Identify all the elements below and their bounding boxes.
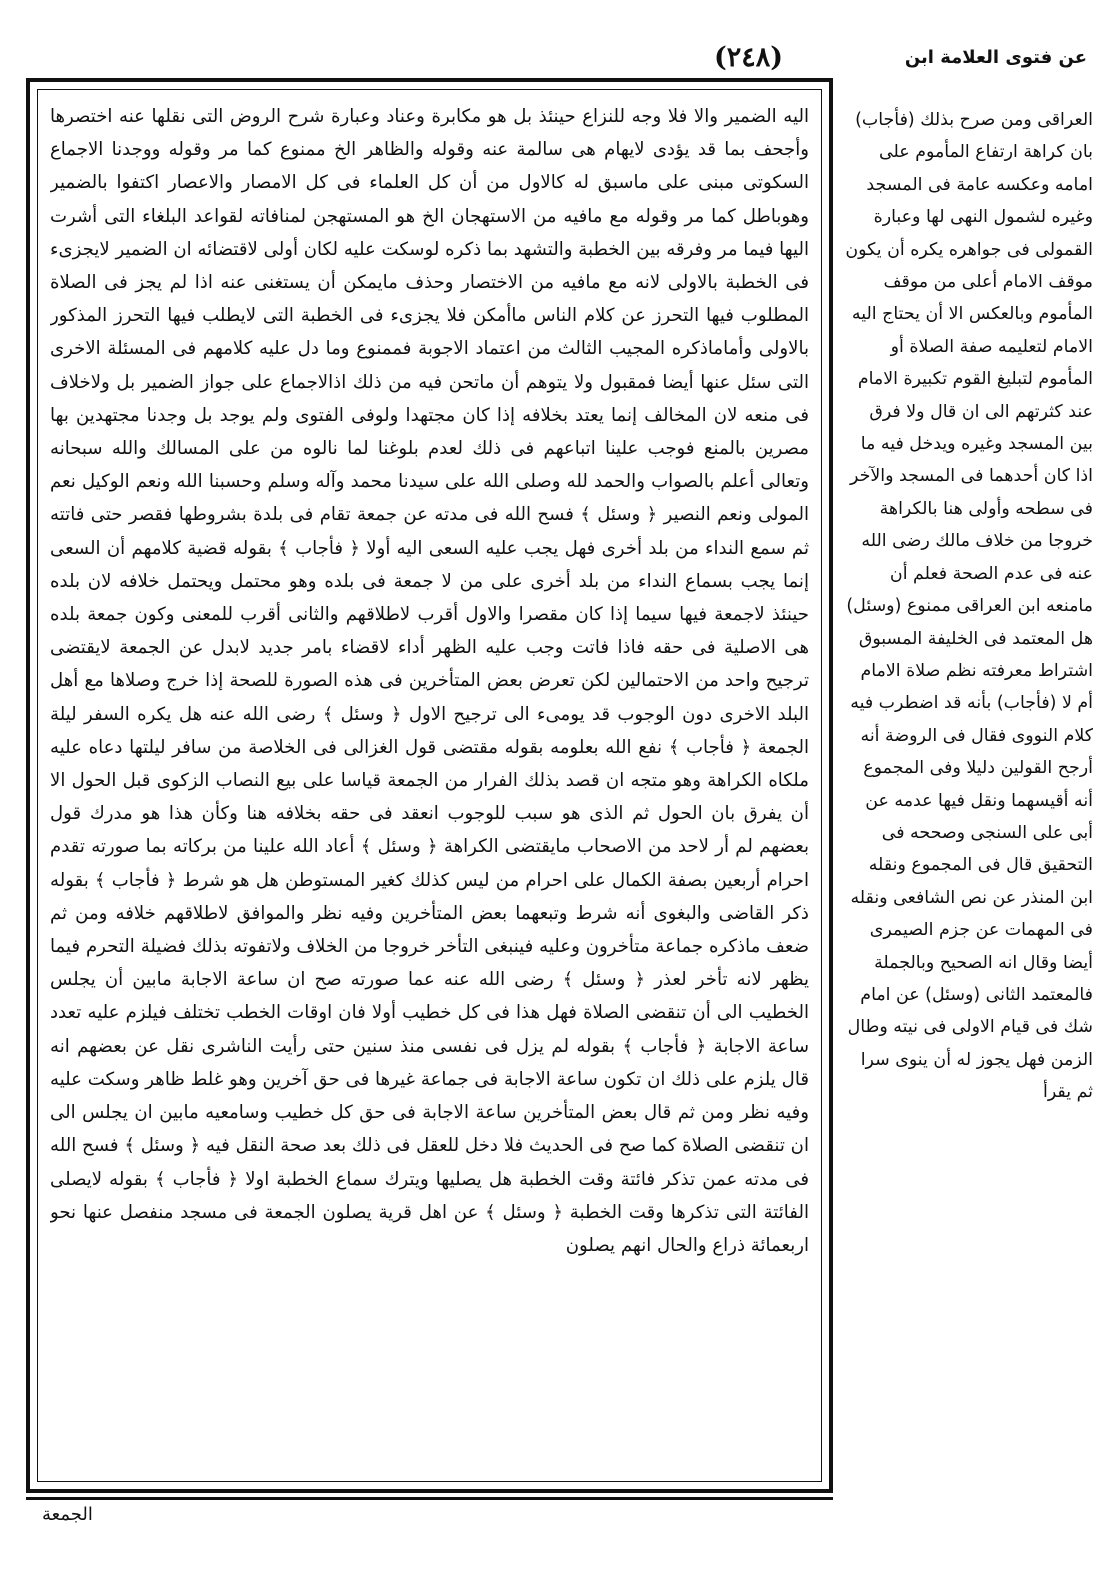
catchword: الجمعة: [42, 1504, 93, 1525]
main-frame: [26, 78, 833, 1493]
main-text-paragraph: اليه الضمير والا فلا وجه للنزاع حينئذ بل هو مكابرة وعناد وعبارة شرح الروض التى نقلها عنه اختصرها وأجحف بما قد يؤدى لايهام هى سالمة عنه وقوله والظاهر الخ ممنوع كما مر وقوله ووجدنا الاجماع السكوتى مبنى على ماسبق له كالاول من أن كل العلماء فى كل الامصار والاعصار اكتفوا بالضمير وهوباطل كما مر وقوله مع مافيه من الاستهجان الخ هو المستهجن لمنافاته لقواعد البلغاء التى أشرت اليها فيما مر وفرقه بين الخطبة والتشهد بما ذكره لوسكت عليه لكان أولى لاقتضائه ان الضمير لايجزىء فى الخطبة بالاولى لانه مع مافيه من الاختصار وحذف مايمكن أن يستغنى عنه اذا لم يجز فى الصلاة المطلوب فيها التحرز عن كلام الناس ماأمكن فلا يجزىء فى الخطبة التى لايطلب فيها التحرز المذكور بالاولى وأماماذكره المجيب الثالث من اعتماد الاجوبة فممنوع وما دل عليه كلامهم فى المسئلة الاخرى التى سئل عنها أيضا فمقبول ولا يتوهم أن ماتحن فيه من ذلك اذالاجماع على جواز الضمير بل ولاخلاف فى منعه لان المخالف إنما يعتد بخلافه إذا كان مجتهدا ولوفى الفتوى ولم يوجد بل وجدنا مجتهدين بها مصرين بالمنع فوجب علينا اتباعهم فى ذلك لعدم بلوغنا لما نالوه من على المسالك والله سبحانه وتعالى أعلم بالصواب والحمد لله وصلى الله على سيدنا محمد وآله وسلم وحسبنا الله ونعم الوكيل نعم المولى ونعم النصير ﴿ وسئل ﴾ فسح الله فى مدته عن جمعة تقام فى بلدة بشروطها فقصر حتى فاتته ثم سمع النداء من بلد أخرى فهل يجب عليه السعى اليه أولا ﴿ فأجاب ﴾ بقوله قضية كلامهم أن السعى إنما يجب بسماع النداء من بلد أخرى على من لا جمعة فى بلده وهو محتمل ويحتمل خلافه لان بلده حينئذ لاجمعة فيها سيما إذا كان مقصرا والاول أقرب لاطلاقهم والثانى أقرب للمعنى وكون جمعة بلده هى الاصلية فى حقه فاذا فاتت وجب عليه الظهر أداء لاقضاء بامر جديد لابدل عن الجمعة لايقتضى ترجيح واحد من الاحتمالين لكن تعرض بعض المتأخرين فى هذه الصورة للصحة إذا خرج وصلاها مع أهل البلد الاخرى دون الوجوب قد يومىء الى ترجيح الاول ﴿ وسئل ﴾ رضى الله عنه هل يكره السفر ليلة الجمعة ﴿ فأجاب ﴾ نفع الله بعلومه بقوله مقتضى قول الغزالى فى الخلاصة من سافر ليلتها دعاه عليه ملكاه الكراهة وهو متجه ان قصد بذلك الفرار من الجمعة قياسا على بيع النصاب الزكوى قبل الحول الا أن يفرق بان الحول ثم الذى هو سبب للوجوب انعقد فى حقه بخلافه هنا وكأن هذا هو مدرك قول بعضهم لم أر لاحد من الاصحاب مايقتضى الكراهة ﴿ وسئل ﴾ أعاد الله علينا من بركاته بما صورته تقدم احرام أربعين بصفة الكمال على احرام من ليس كذلك كغير المستوطن هل هو شرط ﴿ فأجاب ﴾ بقوله ذكر القاضى والبغوى أنه شرط وتبعهما بعض المتأخرين وفيه نظر والموافق لاطلاقهم خلافه ومن ثم ضعف ماذكره جماعة متأخرون وعليه فينبغى التأخر خروجا من الخلاف ولاتفوته بذلك فضيلة التحرم فيما يظهر لانه تأخر لعذر ﴿ وسئل ﴾ رضى الله عنه عما صورته صح ان ساعة الاجابة مابين أن يجلس الخطيب الى أن تنقضى الصلاة فهل هذا فى كل خطيب أولا فان اوقات الخطب تختلف فيلزم عليه تعدد ساعة الاجابة ﴿ فأجاب ﴾ بقوله لم يزل فى نفسى منذ سنين حتى رأيت الناشرى نقل عن بعضهم انه قال يلزم على ذلك ان تكون ساعة الاجابة فى جماعة غيرها فى حق آخرين وهو غلط ظاهر وسكت عليه وفيه نظر ومن ثم قال بعض المتأخرين ساعة الاجابة فى حق كل خطيب وسامعيه مابين ان يجلس الى ان تنقضى الصلاة كما صح فى الحديث فلا دخل للعقل فى ذلك بعد صحة النقل فيه ﴿ وسئل ﴾ فسح الله فى مدته عمن تذكر فائتة وقت الخطبة هل يصليها ويترك سماع الخطبة اولا ﴿ فأجاب ﴾ بقوله لايصلى الفائتة التى تذكرها وقت الخطبة ﴿ وسئل ﴾ عن اهل قرية يصلون الجمعة فى مسجد منفصل عنها نحو اربعمائة ذراع والحال انهم يصلون: [50, 106, 809, 1256]
margin-commentary: [843, 104, 1093, 1484]
margin-commentary-text: العراقى ومن صرح بذلك (فأجاب) بان كراهة ارتفاع المأموم على امامه وعكسه عامة فى المسجد وغيره لشمول النهى لها وعبارة القمولى فى جواهره يكره أن يكون موقف الامام أعلى من موقف المأموم وبالعكس الا أن يحتاج اليه الامام لتعليمه صفة الصلاة أو المأموم لتبليغ القوم تكبيرة الامام عند كثرتهم الى ان قال ولا فرق بين المسجد وغيره ويدخل فيه ما اذا كان أحدهما فى المسجد والآخر فى سطحه وأولى هنا بالكراهة خروجا من خلاف مالك رضى الله عنه فى عدم الصحة فعلم أن مامنعه ابن العراقى ممنوع (وسئل) هل المعتمد فى الخليفة المسبوق اشتراط معرفته نظم صلاة الامام أم لا (فأجاب) بأنه قد اضطرب فيه كلام النووى فقال فى الروضة أنه أرجح القولين دليلا وفى المجموع أنه أقيسهما ونقل فيها عدمه عن أبى على السنجى وصححه فى التحقيق قال فى المجموع ونقله ابن المنذر عن نص الشافعى ونقله فى المهمات عن جزم الصيمرى أيضا وقال انه الصحيح وبالجملة فالمعتمد الثانى (وسئل) عن امام شك فى قيام الاولى فى نيته وطال الزمن فهل يجوز له أن ينوى سرا ثم يقرأ: [845, 110, 1093, 1103]
running-head: عن فتوى العلامة ابن: [904, 47, 1087, 68]
page-number: (٢٤٨): [714, 42, 784, 73]
footer-rule: [26, 1497, 833, 1500]
main-frame-inner-border: [37, 89, 822, 1482]
main-text-block: [50, 100, 809, 1471]
